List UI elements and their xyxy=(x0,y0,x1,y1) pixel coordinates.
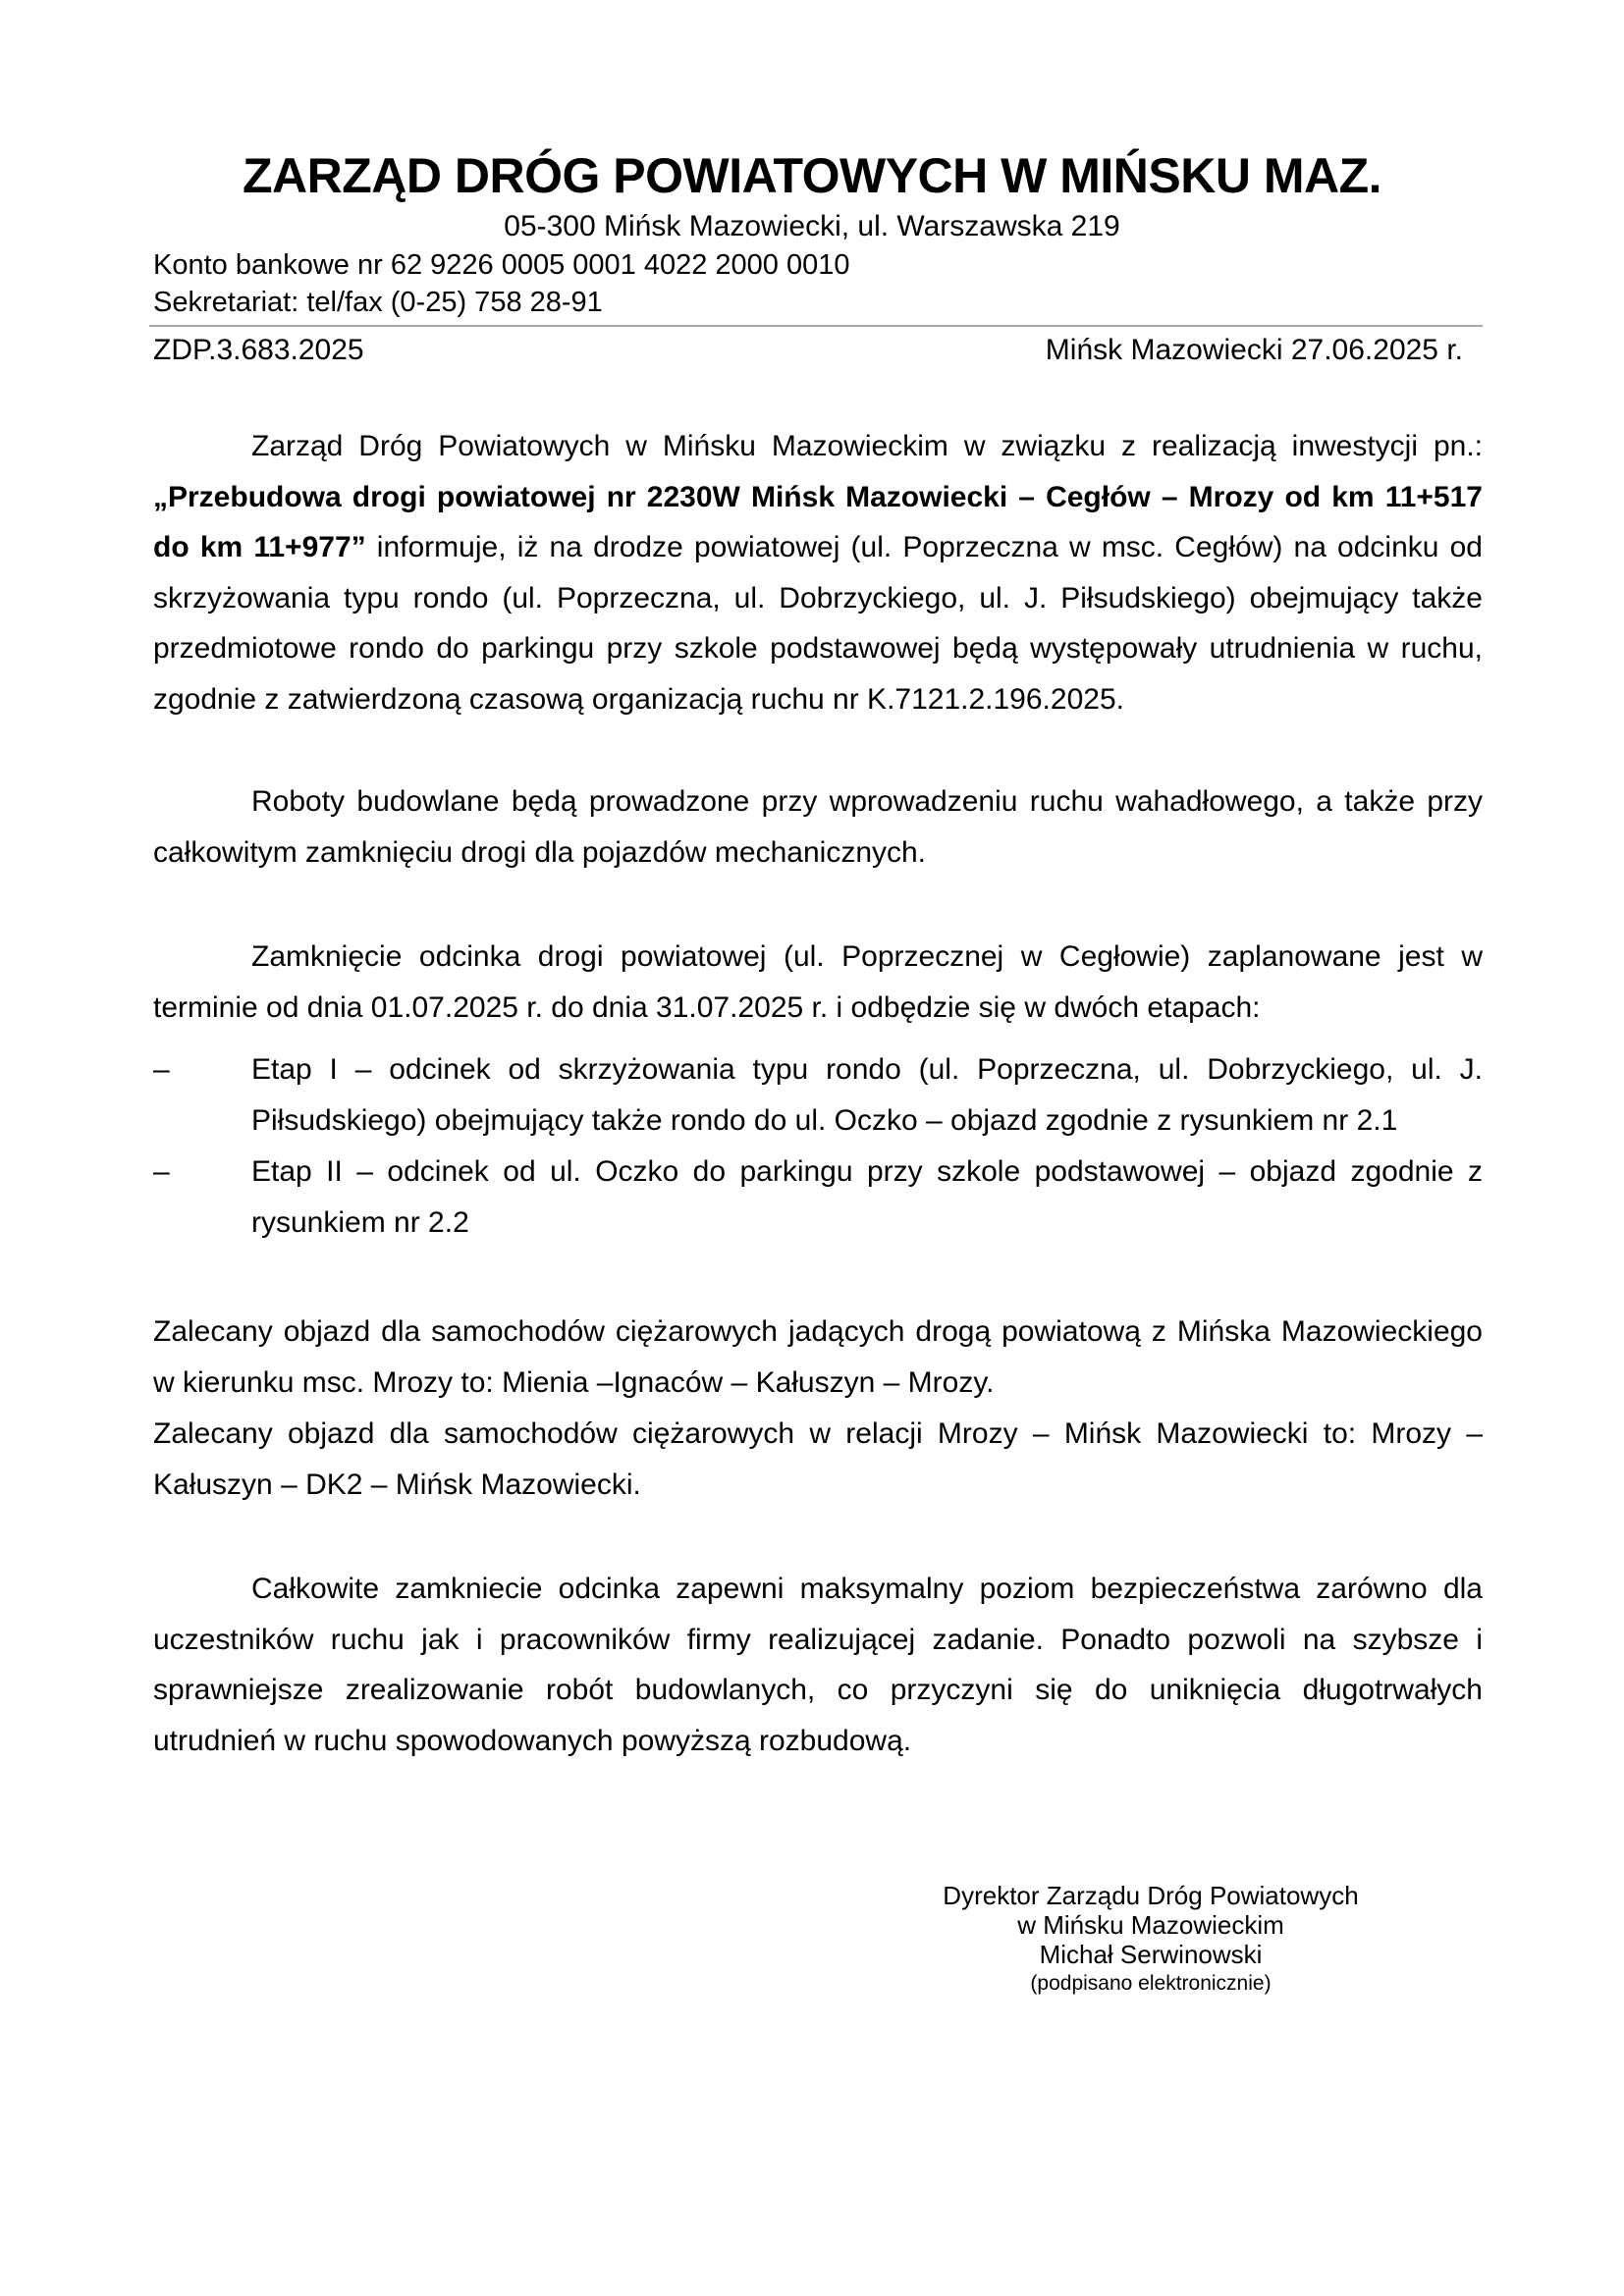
list-item-stage-2 xyxy=(153,1147,1483,1248)
signature-block xyxy=(935,1881,1367,1999)
stage-2-text: Etap II – odcinek od ul. Oczko do parkingu przy szkole podstawowej – objazd zgodnie z rysunkiem nr 2.2 xyxy=(251,1155,1483,1239)
signature-title: Dyrektor Zarządu Dróg Powiatowych xyxy=(943,1881,1359,1910)
paragraph-detour-to-mrozy: Zalecany objazd dla samochodów ciężarowych jadących drogą powiatową z Mińska Mazowieckiego w kierunku msc. Mrozy to: Mienia –Ignaców – Kałuszyn – Mrozy. xyxy=(153,1315,1483,1399)
header-divider xyxy=(149,325,1483,327)
bank-account-line: Konto bankowe nr 62 9226 0005 0001 4022 2000 0010 xyxy=(153,249,850,281)
letterhead-address: 05-300 Mińsk Mazowiecki, ul. Warszawska 219 xyxy=(504,210,1120,242)
stage-1-text: Etap I – odcinek od skrzyżowania typu rondo (ul. Poprzeczna, ul. Dobrzyckiego, ul. J. Piłsudskiego) obejmujący także rondo do ul. Oczko – objazd zgodnie z rysunkiem nr 2.1 xyxy=(251,1053,1483,1137)
reference-number: ZDP.3.683.2025 xyxy=(153,334,364,366)
paragraph-roadworks: Roboty budowlane będą prowadzone przy wprowadzeniu ruchu wahadłowego, a także przy całkowitym zamknięciu drogi dla pojazdów mechanicznych. xyxy=(153,785,1483,869)
paragraph-closure-dates: Zamknięcie odcinka drogi powiatowej (ul. Poprzecznej w Cegłowie) zaplanowane jest w terminie od dnia 01.07.2025 r. do dnia 31.07.2025 r. i odbędzie się w dwóch etapach: xyxy=(153,940,1483,1024)
paragraph-rest-text: informuje, iż na drodze powiatowej (ul. Poprzeczna w msc. Cegłów) na odcinku od skrzyżowania typu rondo (ul. Poprzeczna, ul. Dobrzyckiego, ul. J. Piłsudskiego) obejmujący także przedmiotowe rondo do parkingu przy szkole podstawowej będą występowały utrudnienia w ruchu, zgodnie z zatwierdzoną czasową organizacją ruchu nr K.7121.2.196.2025. xyxy=(153,531,1483,716)
investment-name-bold: „Przebudowa drogi powiatowej nr 2230W Mińsk Mazowiecki – Cegłów – Mrozy od km 11+517 do km 11+977” xyxy=(153,480,1483,564)
signature-name: Michał Serwinowski xyxy=(1039,1940,1263,1969)
paragraph-investment-info xyxy=(153,421,1483,725)
dash-marker: – xyxy=(153,1155,170,1188)
reference-row xyxy=(153,334,1463,367)
signature-location: w Mińsku Mazowieckim xyxy=(1017,1910,1284,1940)
paragraph-intro-text: Zarząd Dróg Powiatowych w Mińsku Mazowieckim w związku z realizacją inwestycji pn.: xyxy=(251,430,1483,462)
list-item-stage-1 xyxy=(153,1044,1483,1146)
secretariat-line: Sekretariat: tel/fax (0-25) 758 28-91 xyxy=(153,287,603,318)
paragraph-safety-summary: Całkowite zamkniecie odcinka zapewni maksymalny poziom bezpieczeństwa zarówno dla uczestników ruchu jak i pracowników firmy realizującej zadanie. Ponadto pozwoli na szybsze i sprawniejsze zrealizowanie robót budowlanych, co przyczyni się do uniknięcia długotrwałych utrudnień w ruchu spowodowanych powyższą rozbudową. xyxy=(153,1573,1483,1757)
dash-marker: – xyxy=(153,1053,170,1086)
signature-electronic-note: (podpisano elektronicznie) xyxy=(1030,1972,1272,1995)
letterhead-title: ZARZĄD DRÓG POWIATOWYCH W MIŃSKU MAZ. xyxy=(242,148,1382,203)
paragraph-detour-to-minsk: Zalecany objazd dla samochodów ciężarowych w relacji Mrozy – Mińsk Mazowiecki to: Mrozy – Kałuszyn – DK2 – Mińsk Mazowiecki. xyxy=(153,1417,1483,1501)
place-date: Mińsk Mazowiecki 27.06.2025 r. xyxy=(1045,334,1463,366)
